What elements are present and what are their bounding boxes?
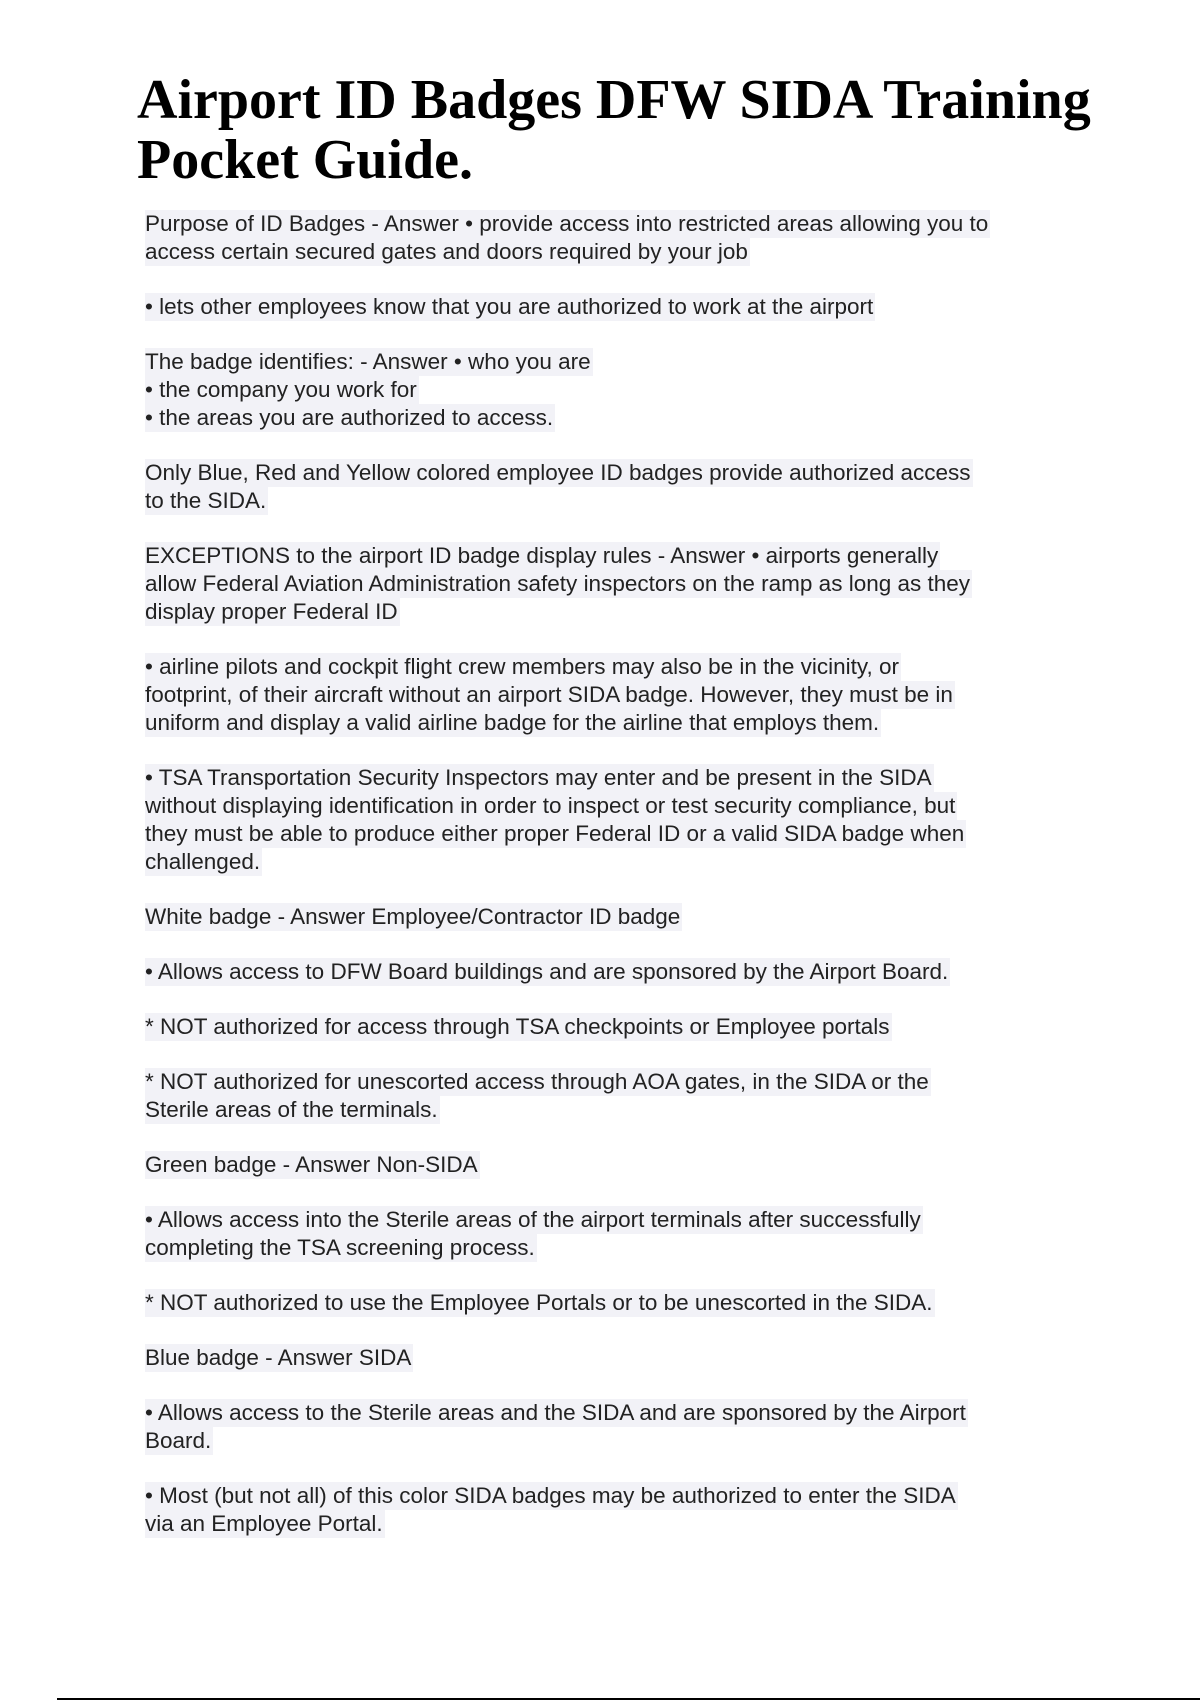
text-line: * NOT authorized for access through TSA checkpoints or Employee portals [145, 1014, 890, 1039]
paragraph [145, 542, 1065, 626]
paragraph [145, 293, 1065, 321]
text-line: Board. [145, 1428, 212, 1453]
text-line: White badge - Answer Employee/Contractor ID badge [145, 904, 681, 929]
text-line: • the company you work for [145, 377, 417, 402]
paragraph [145, 1151, 1065, 1179]
paragraph [145, 348, 1065, 432]
text-line: Purpose of ID Badges - Answer • provide access into restricted areas allowing you to [145, 211, 989, 236]
text-line: to the SIDA. [145, 488, 267, 513]
text-line: display proper Federal ID [145, 599, 398, 624]
text-line: Green badge - Answer Non-SIDA [145, 1152, 478, 1177]
text-line: completing the TSA screening process. [145, 1235, 535, 1260]
paragraph [145, 210, 1065, 266]
text-line: Only Blue, Red and Yellow colored employee ID badges provide authorized access [145, 460, 971, 485]
paragraph [145, 653, 1065, 737]
text-line: * NOT authorized for unescorted access through AOA gates, in the SIDA or the [145, 1069, 929, 1094]
text-line: without displaying identification in order to inspect or test security compliance, but [145, 793, 956, 818]
text-line: • airline pilots and cockpit flight crew members may also be in the vicinity, or [145, 654, 900, 679]
paragraph [145, 1399, 1065, 1455]
text-line: • TSA Transportation Security Inspectors may enter and be present in the SIDA [145, 765, 932, 790]
paragraph [145, 1068, 1065, 1124]
text-line: footprint, of their aircraft without an airport SIDA badge. However, they must be in [145, 682, 953, 707]
text-line: allow Federal Aviation Administration safety inspectors on the ramp as long as they [145, 571, 971, 596]
text-line: Sterile areas of the terminals. [145, 1097, 438, 1122]
text-line: they must be able to produce either proper Federal ID or a valid SIDA badge when [145, 821, 965, 846]
paragraph [145, 1206, 1065, 1262]
text-line: The badge identifies: - Answer • who you are [145, 349, 591, 374]
paragraph [145, 903, 1065, 931]
text-line: uniform and display a valid airline badge for the airline that employs them. [145, 710, 880, 735]
document-body [145, 210, 1065, 1565]
text-line: EXCEPTIONS to the airport ID badge display rules - Answer • airports generally [145, 543, 939, 568]
paragraph [145, 459, 1065, 515]
text-line: access certain secured gates and doors required by your job [145, 239, 748, 264]
text-line: • Allows access to the Sterile areas and the SIDA and are sponsored by the Airport [145, 1400, 966, 1425]
document-title: Airport ID Badges DFW SIDA Training Pocket Guide. [137, 69, 1091, 191]
text-line: • Allows access to DFW Board buildings and are sponsored by the Airport Board. [145, 959, 949, 984]
text-line: • lets other employees know that you are authorized to work at the airport [145, 294, 874, 319]
paragraph [145, 1013, 1065, 1041]
paragraph [145, 1289, 1065, 1317]
paragraph [145, 1344, 1065, 1372]
text-line: challenged. [145, 849, 261, 874]
paragraph [145, 958, 1065, 986]
paragraph [145, 764, 1065, 876]
paragraph [145, 1482, 1065, 1538]
text-line: via an Employee Portal. [145, 1511, 383, 1536]
text-line: • Most (but not all) of this color SIDA badges may be authorized to enter the SIDA [145, 1483, 956, 1508]
text-line: Blue badge - Answer SIDA [145, 1345, 412, 1370]
text-line: • the areas you are authorized to access. [145, 405, 554, 430]
text-line: * NOT authorized to use the Employee Portals or to be unescorted in the SIDA. [145, 1290, 933, 1315]
text-line: • Allows access into the Sterile areas of the airport terminals after successfully [145, 1207, 921, 1232]
